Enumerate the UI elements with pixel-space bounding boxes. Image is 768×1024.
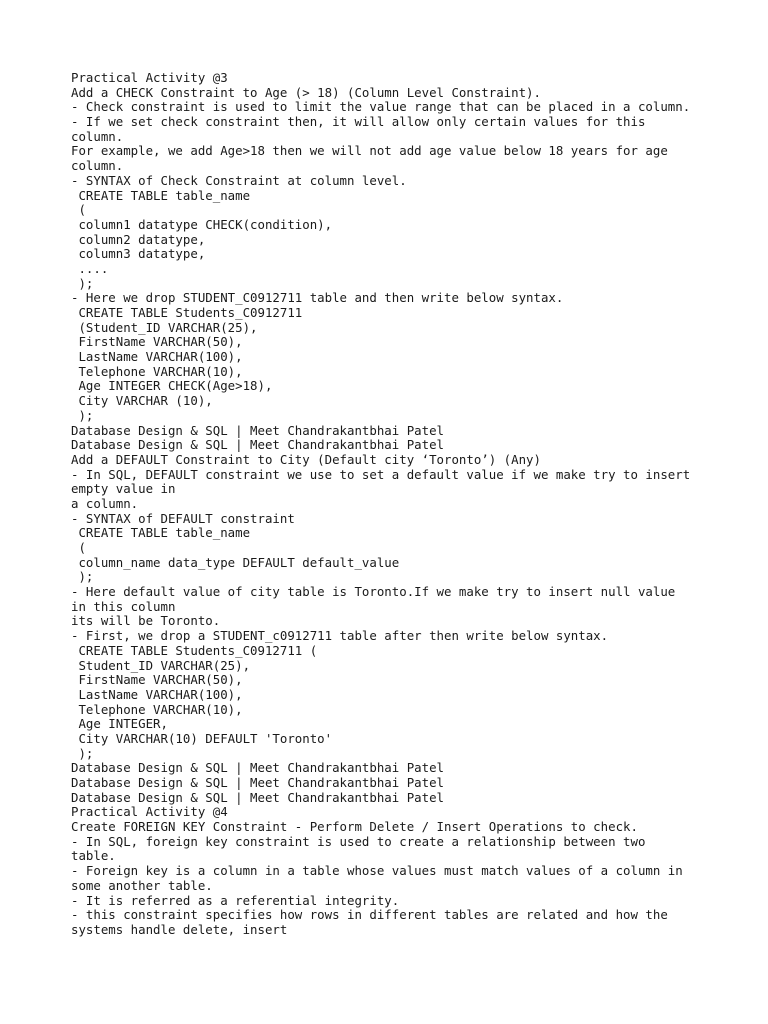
document-line: Practical Activity @4 <box>71 804 228 820</box>
document-line: ); <box>71 745 94 761</box>
document-line: column3 datatype, <box>71 246 206 262</box>
document-line: - SYNTAX of Check Constraint at column level. <box>71 172 407 188</box>
document-line: LastName VARCHAR(100), <box>71 349 243 365</box>
document-line: column_name data_type DEFAULT default_value <box>71 554 400 570</box>
document-line: Database Design & SQL | Meet Chandrakantbhai Patel <box>71 422 444 438</box>
document-line: - Check constraint is used to limit the value range that can be placed in a column. <box>71 99 691 115</box>
document-line: - Here default value of city table is Toronto.If we make try to insert null value <box>71 584 676 600</box>
document-line: City VARCHAR(10) DEFAULT 'Toronto' <box>71 730 333 746</box>
document-line: - Here we drop STUDENT_C0912711 table and then write below syntax. <box>71 290 564 306</box>
document-line: - SYNTAX of DEFAULT constraint <box>71 510 295 526</box>
document-line: column. <box>71 158 124 174</box>
document-line: Practical Activity @3 <box>71 70 228 85</box>
document-line: - It is referred as a referential integrity. <box>71 892 400 908</box>
document-line: ); <box>71 407 94 423</box>
document-line: FirstName VARCHAR(50), <box>71 334 243 350</box>
document-line: column. <box>71 128 124 144</box>
document-line: (Student_ID VARCHAR(25), <box>71 319 258 335</box>
document-line: column1 datatype CHECK(condition), <box>71 216 333 232</box>
document-line: CREATE TABLE Students_C0912711 ( <box>71 642 318 658</box>
document-line: For example, we add Age>18 then we will not add age value below 18 years for age <box>71 143 668 159</box>
document-line: empty value in <box>71 481 176 497</box>
document-line: Database Design & SQL | Meet Chandrakantbhai Patel <box>71 760 444 776</box>
document-line: LastName VARCHAR(100), <box>71 686 243 702</box>
document-line: its will be Toronto. <box>71 613 221 629</box>
document-line: - First, we drop a STUDENT_c0912711 table after then write below syntax. <box>71 628 609 644</box>
document-line: City VARCHAR (10), <box>71 393 213 409</box>
document-line: systems handle delete, insert <box>71 921 288 937</box>
document-line: ); <box>71 275 94 291</box>
document-line: Add a CHECK Constraint to Age (> 18) (Column Level Constraint). <box>71 84 541 100</box>
document-line: Create FOREIGN KEY Constraint - Perform Delete / Insert Operations to check. <box>71 819 638 835</box>
document-text-body <box>71 71 731 938</box>
document-line: FirstName VARCHAR(50), <box>71 672 243 688</box>
document-line: Telephone VARCHAR(10), <box>71 701 243 717</box>
document-line: Add a DEFAULT Constraint to City (Default city ‘Toronto’) (Any) <box>71 451 541 467</box>
document-line: CREATE TABLE table_name <box>71 525 251 541</box>
document-line: - If we set check constraint then, it will allow only certain values for this <box>71 114 646 130</box>
document-line: .... <box>71 260 109 276</box>
document-line: - In SQL, foreign key constraint is used to create a relationship between two <box>71 833 646 849</box>
document-line: Database Design & SQL | Meet Chandrakantbhai Patel <box>71 789 444 805</box>
document-line: ); <box>71 569 94 585</box>
document-line: - this constraint specifies how rows in different tables are related and how the <box>71 907 668 923</box>
document-line: ( <box>71 202 86 218</box>
document-line: table. <box>71 848 116 864</box>
document-line: Telephone VARCHAR(10), <box>71 363 243 379</box>
document-line: CREATE TABLE Students_C0912711 <box>71 305 303 320</box>
document-line: - In SQL, DEFAULT constraint we use to set a default value if we make try to insert <box>71 466 691 482</box>
document-line: in this column <box>71 598 176 614</box>
document-line: Age INTEGER CHECK(Age>18), <box>71 378 273 394</box>
document-line: Database Design & SQL | Meet Chandrakantbhai Patel <box>71 775 444 790</box>
document-line: a column. <box>71 495 139 511</box>
document-line: ( <box>71 540 86 555</box>
document-line: column2 datatype, <box>71 231 206 247</box>
document-line: - Foreign key is a column in a table whose values must match values of a column in <box>71 863 683 879</box>
document-line: Database Design & SQL | Meet Chandrakantbhai Patel <box>71 437 444 453</box>
document-line: CREATE TABLE table_name <box>71 187 251 203</box>
document-line: some another table. <box>71 877 213 893</box>
document-line: Student_ID VARCHAR(25), <box>71 657 251 673</box>
document-line: Age INTEGER, <box>71 716 168 732</box>
